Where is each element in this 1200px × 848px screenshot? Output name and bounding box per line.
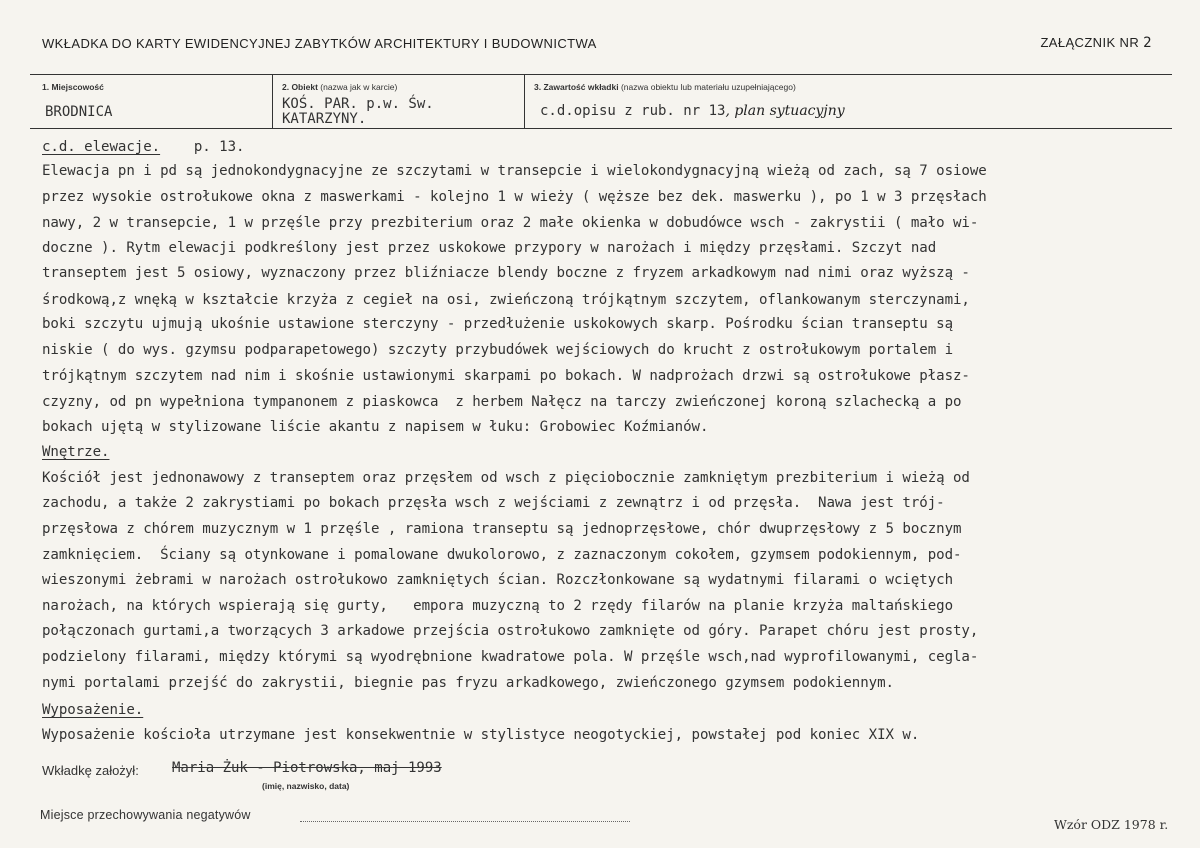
elevation-line: Elewacja pn i pd są jednokondygnacyjne ze szczytami w transepcie i wielokondygnacyjną wieżą od zach, są 7 osiowe bbox=[42, 163, 987, 179]
elevation-line: środkową,z wnęką w kształcie krzyża z cegieł na osi, zwieńczoną trójkątnym szczytem, oflankowanym sterczynami, bbox=[42, 292, 970, 308]
elevation-line: doczne ). Rytm elewacji podkreślony jest przez uskokowe przypory w narożach i między przęsłami. Szczyt nad bbox=[42, 240, 937, 256]
elevation-line: boki szczytu ujmują ukośnie ustawione sterczyny - przedłużenie uskokowych skarp. Pośrodku ścian transeptu są bbox=[42, 316, 953, 332]
elevation-line: bokach ujętą w stylizowane liście akantu z napisem w łuku: Grobowiec Koźmianów. bbox=[42, 419, 709, 435]
annex-number: 2 bbox=[1143, 35, 1152, 51]
signature-value: Maria Żuk - Piotrowska, maj 1993 bbox=[172, 760, 442, 776]
elevation-line: transeptem jest 5 osiowy, wyznaczony przez bliźniacze blendy boczne z fryzem arkadkowym nad nimi oraz wyższą - bbox=[42, 265, 970, 281]
interior-line: nymi portalami przejść do zakrystii, biegnie pas fryzu arkadkowego, zwieńczonego gzymsem podokiennym. bbox=[42, 675, 894, 691]
content-value-handwritten: , plan sytuacyjny bbox=[725, 103, 845, 119]
interior-line: Kościół jest jednonawowy z transeptem oraz przęsłem od wsch z pięciobocznie zamkniętym prezbiterium i wieżą od bbox=[42, 470, 970, 486]
content-value-typed: c.d.opisu z rub. nr 13 bbox=[540, 103, 726, 119]
elevation-line: czyzny, od pn wypełniona tympanonem z piaskowca z herbem Nałęcz na tarczy zwieńczonej koroną szlachecką a po bbox=[42, 394, 962, 410]
field-divider-1 bbox=[272, 74, 273, 128]
signature-label: Wkładkę założył: bbox=[42, 763, 139, 778]
form-version: Wzór ODZ 1978 r. bbox=[1054, 817, 1169, 832]
header-top-rule bbox=[30, 74, 1172, 75]
signature-hint: (imię, nazwisko, data) bbox=[262, 781, 350, 791]
locality-value: BRODNICA bbox=[45, 104, 113, 120]
elevation-line: nawy, 2 w transepcie, 1 w przęśle przy prezbiterium oraz 2 małe okienka w dobudówce wsch - zakrystii ( mało wi- bbox=[42, 215, 979, 231]
interior-line: przęsłowa z chórem muzycznym w 1 przęśle , ramiona transeptu są jednoprzęsłowe, chór dwuprzęsłowy z 5 bocznym bbox=[42, 521, 962, 537]
interior-line: zachodu, a także 2 zakrystiami po bokach przęsła wsch z wejściami z zewnątrz i od przęsła. Nawa jest trój- bbox=[42, 495, 945, 511]
elevation-line: niskie ( do wys. gzymsu podparapetowego) szczyty przybudówek wejściowych do krucht z ostrołukowym portalem i bbox=[42, 342, 953, 358]
object-label bbox=[282, 82, 397, 92]
elevation-line: przez wysokie ostrołukowe okna z maswerkami - kolejno 1 w wieży ( węższe bez dek. maswerku ), po 1 w 3 przęsłach bbox=[42, 189, 987, 205]
content-label-hint: (nazwa obiektu lub materiału uzupełniającego) bbox=[620, 82, 796, 92]
content-value bbox=[540, 102, 845, 120]
section-heading bbox=[42, 139, 244, 155]
field-divider-2 bbox=[524, 74, 525, 128]
interior-title: Wnętrze. bbox=[42, 444, 110, 460]
negatives-storage-line bbox=[300, 821, 630, 822]
object-value-line-2: KATARZYNY. bbox=[282, 111, 367, 127]
annex-label-text: ZAŁĄCZNIK NR bbox=[1040, 35, 1140, 50]
section-page: p. 13. bbox=[193, 139, 245, 155]
content-label bbox=[534, 82, 796, 92]
object-value-line-1: KOŚ. PAR. p.w. Św. bbox=[282, 96, 434, 112]
interior-line: połączonach gurtami,a tworzących 3 arkadowe przejścia ostrołukowo zamknięte od góry. Parapet chóru jest prosty, bbox=[42, 623, 979, 639]
object-label-hint: (nazwa jak w karcie) bbox=[320, 82, 398, 92]
elevation-line: trójkątnym szczytem nad nim i skośnie ustawionymi skarpami po bokach. W nadprożach drzwi są ostrołukowe płasz- bbox=[42, 368, 970, 384]
negatives-storage-label: Miejsce przechowywania negatywów bbox=[40, 808, 251, 822]
interior-line: zamknięciem. Ściany są otynkowane i pomalowane dwukolorowo, z zaznaczonym cokołem, gzymsem podokiennym, pod- bbox=[42, 547, 962, 563]
locality-label: 1. Miejscowość bbox=[42, 82, 104, 92]
interior-line: narożach, na których wspierają się gurty, empora muzyczną to 2 rzędy filarów na planie krzyża maltańskiego bbox=[42, 598, 953, 614]
content-label-text: 3. Zawartość wkładki bbox=[534, 82, 619, 92]
document-title: WKŁADKA DO KARTY EWIDENCYJNEJ ZABYTKÓW ARCHITEKTURY I BUDOWNICTWA bbox=[42, 36, 597, 51]
annex-label bbox=[1040, 35, 1152, 51]
furnishing-title: Wyposażenie. bbox=[42, 702, 144, 718]
header-bottom-rule bbox=[30, 128, 1172, 129]
section-title: c.d. elewacje. bbox=[42, 139, 161, 155]
interior-line: podzielony filarami, między którymi są wyodrębnione kwadratowe pola. W przęśle wsch,nad wyprofilowanymi, cegla- bbox=[42, 649, 979, 665]
interior-line: wieszonymi żebrami w narożach ostrołukowo zamkniętych ścian. Rozczłonkowane są wydatnymi filarami o wciętych bbox=[42, 572, 953, 588]
furnishing-line: Wyposażenie kościoła utrzymane jest konsekwentnie w stylistyce neogotyckiej, powstałej pod koniec XIX w. bbox=[42, 727, 920, 743]
object-label-text: 2. Obiekt bbox=[282, 82, 318, 92]
